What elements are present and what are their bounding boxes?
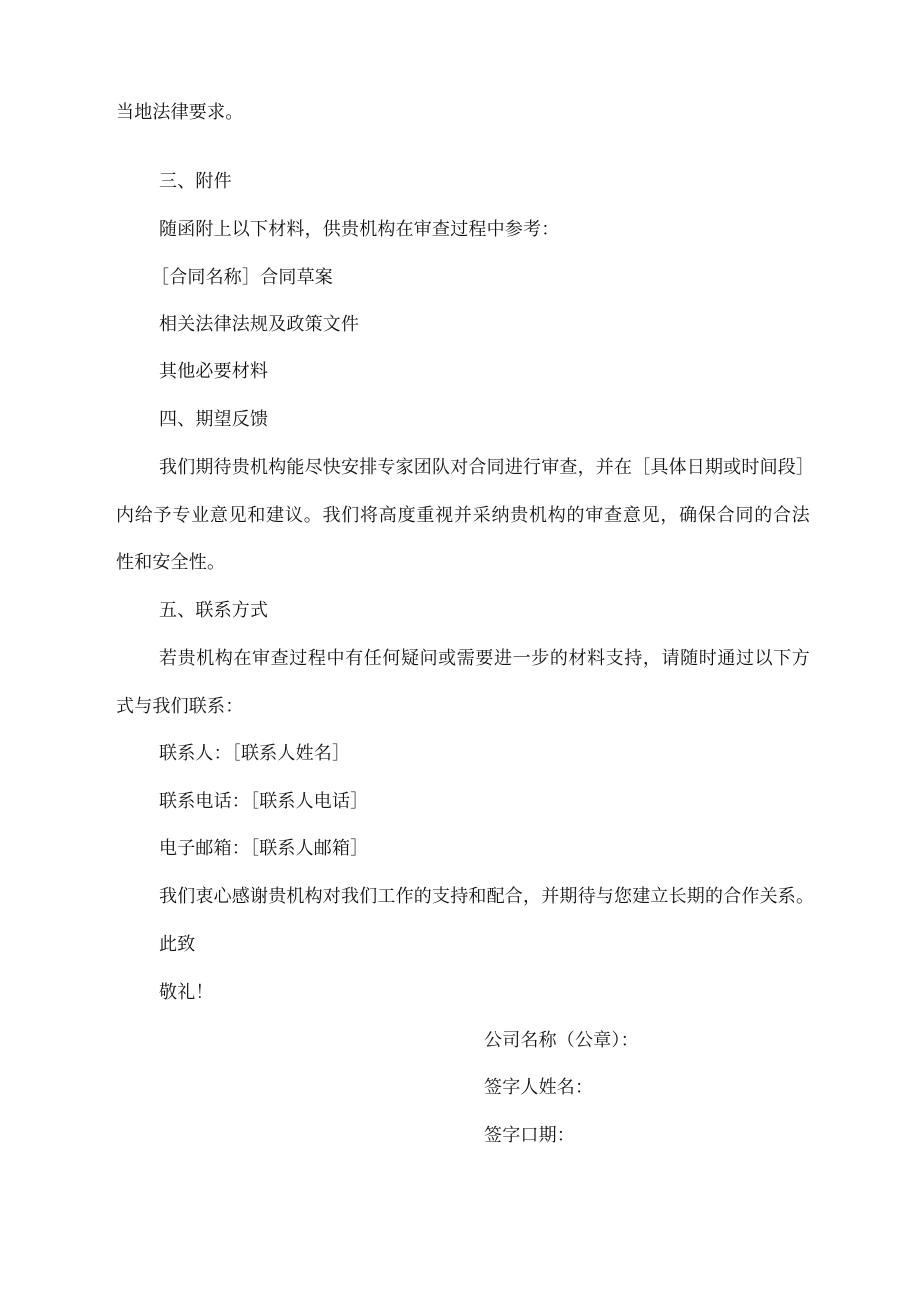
contact-email: 电子邮箱：［联系人邮箱］	[159, 838, 369, 859]
text-line: 当地法律要求。	[116, 102, 244, 123]
contact-person: 联系人：［联系人姓名］	[159, 743, 351, 764]
closing-salutation: 此致	[159, 934, 196, 955]
signature-company: 公司名称（公章）：	[484, 1030, 639, 1051]
text-line: 随函附上以下材料，供贵机构在审查过程中参考：	[159, 219, 560, 240]
text-line: 内给予专业意见和建议。我们将高度重视并采纳贵机构的审查意见，确保合同的合法	[116, 505, 810, 526]
section-heading-attachments: 三、附件	[159, 171, 232, 192]
text-line: 若贵机构在审查过程中有任何疑问或需要进一步的材料支持，请随时通过以下方	[159, 648, 810, 669]
signature-signer-name: 签字人姓名：	[484, 1077, 594, 1098]
contact-phone: 联系电话：［联系人电话］	[159, 791, 369, 812]
signature-date: 签字口期：	[484, 1125, 575, 1146]
list-item: 相关法律法规及政策文件	[159, 314, 360, 335]
text-line: 式与我们联系：	[116, 696, 244, 717]
text-line: 我们期待贵机构能尽快安排专家团队对合同进行审查，并在［具体日期或时间段］	[159, 457, 815, 478]
list-item: ［合同名称］合同草案	[151, 267, 333, 288]
text-line: 我们衷心感谢贵机构对我们工作的支持和配合，并期待与您建立长期的合作关系。	[159, 886, 815, 907]
text-line: 性和安全性。	[116, 552, 226, 573]
list-item: 其他必要材料	[159, 361, 269, 382]
section-heading-contact: 五、联系方式	[159, 600, 269, 621]
section-heading-feedback: 四、期望反馈	[159, 409, 269, 430]
closing-regards: 敬礼！	[159, 982, 214, 1003]
